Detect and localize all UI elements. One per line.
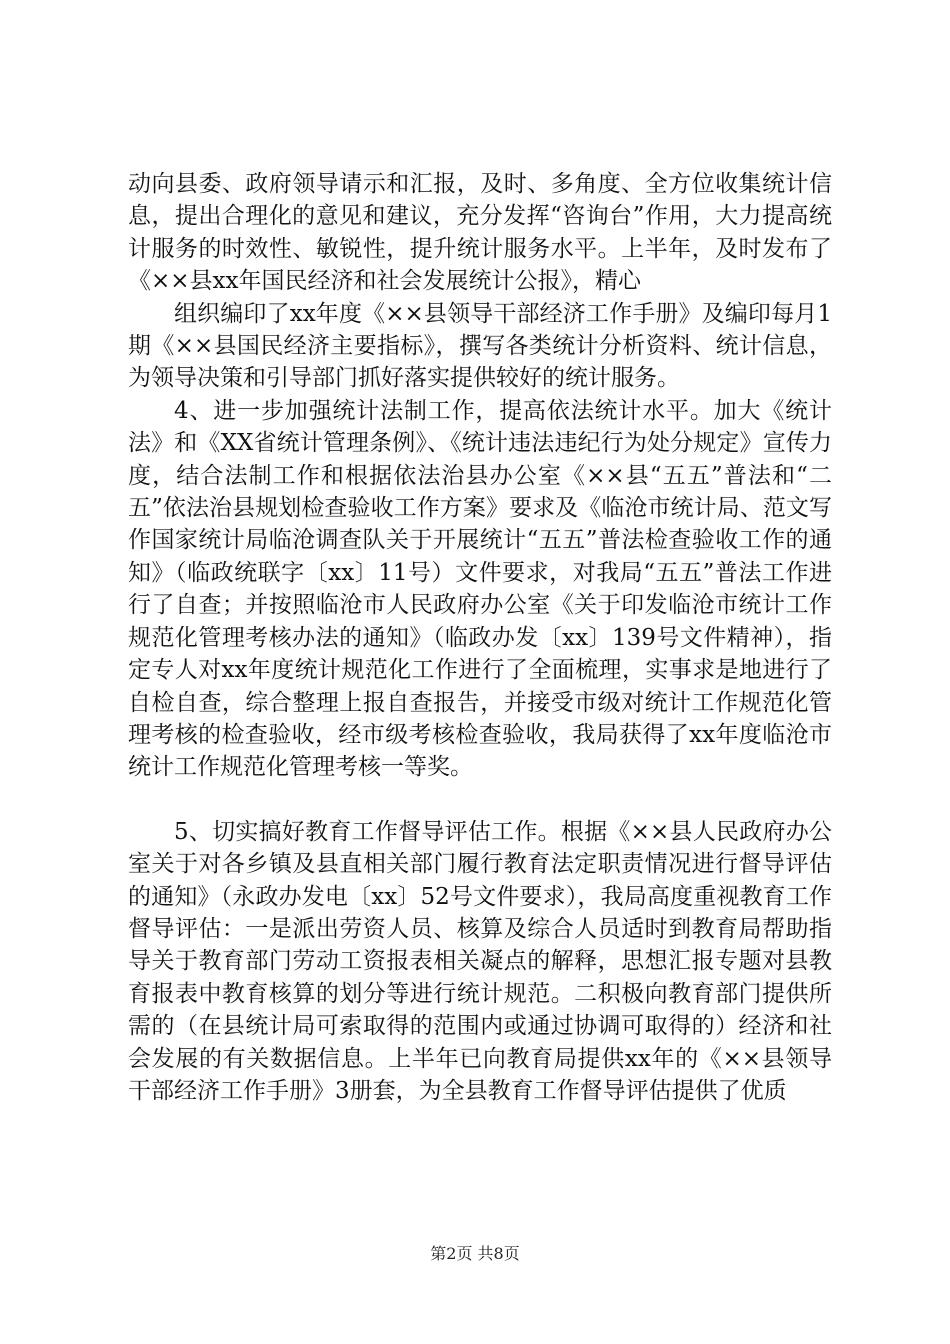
paragraph-handbook: 组织编印了xx年度《××县领导干部经济工作手册》及编印每月1期《××县国民经济主要指标》，撰写各类统计分析资料、统计信息，为领导决策和引导部门抓好落实提供较好的统计服务。 (128, 300, 832, 392)
paragraph-continuation: 动向县委、政府领导请示和汇报，及时、多角度、全方位收集统计信息，提出合理化的意见和建议，充分发挥“咨询台”作用，大力提高统计服务的时效性、敏锐性，提升统计服务水平。上半年，及时发布了《××县xx年国民经济和社会发展统计公报》，精心 (128, 171, 832, 295)
document-body (128, 168, 832, 1107)
paragraph-legal-work: 4、进一步加强统计法制工作，提高依法统计水平。加大《统计法》和《XX省统计管理条例》、《统计违法违纪行为处分规定》宣传力度，结合法制工作和根据依法治县办公室《××县“五五”普法和“二五”依法治县规划检查验收工作方案》要求及《临沧市统计局、范文写作国家统计局临沧调查队关于开展统计“五五”普法检查验收工作的通知》（临政统联字〔xx〕11号）文件要求，对我局“五五”普法工作进行了自查；并按照临沧市人民政府办公室《关于印发临沧市统计工作规范化管理考核办法的通知》（临政办发〔xx〕139号文件精神），指定专人对xx年度统计规范化工作进行了全面梳理，实事求是地进行了自检自查，综合整理上报自查报告，并接受市级对统计工作规范化管理考核的检查验收，经市级考核检查验收，我局获得了xx年度临沧市统计工作规范化管理考核一等奖。 (128, 397, 832, 781)
paragraph-education-supervision: 5、切实搞好教育工作督导评估工作。根据《××县人民政府办公室关于对各乡镇及县直相关部门履行教育法定职责情况进行督导评估的通知》（永政办发电〔xx〕52号文件要求），我局高度重视教育工作督导评估：一是派出劳资人员、核算及综合人员适时到教育局帮助指导关于教育部门劳动工资报表相关凝点的解释，思想汇报专题对县教育报表中教育核算的划分等进行统计规范。二积极向教育部门提供所需的（在县统计局可索取得的范围内或通过协调可取得的）经济和社会发展的有关数据信息。上半年已向教育局提供xx年的《××县领导干部经济工作手册》3册套，为全县教育工作督导评估提供了优质 (128, 818, 832, 1104)
page-number-footer: 第2页 共8页 (430, 1244, 520, 1263)
